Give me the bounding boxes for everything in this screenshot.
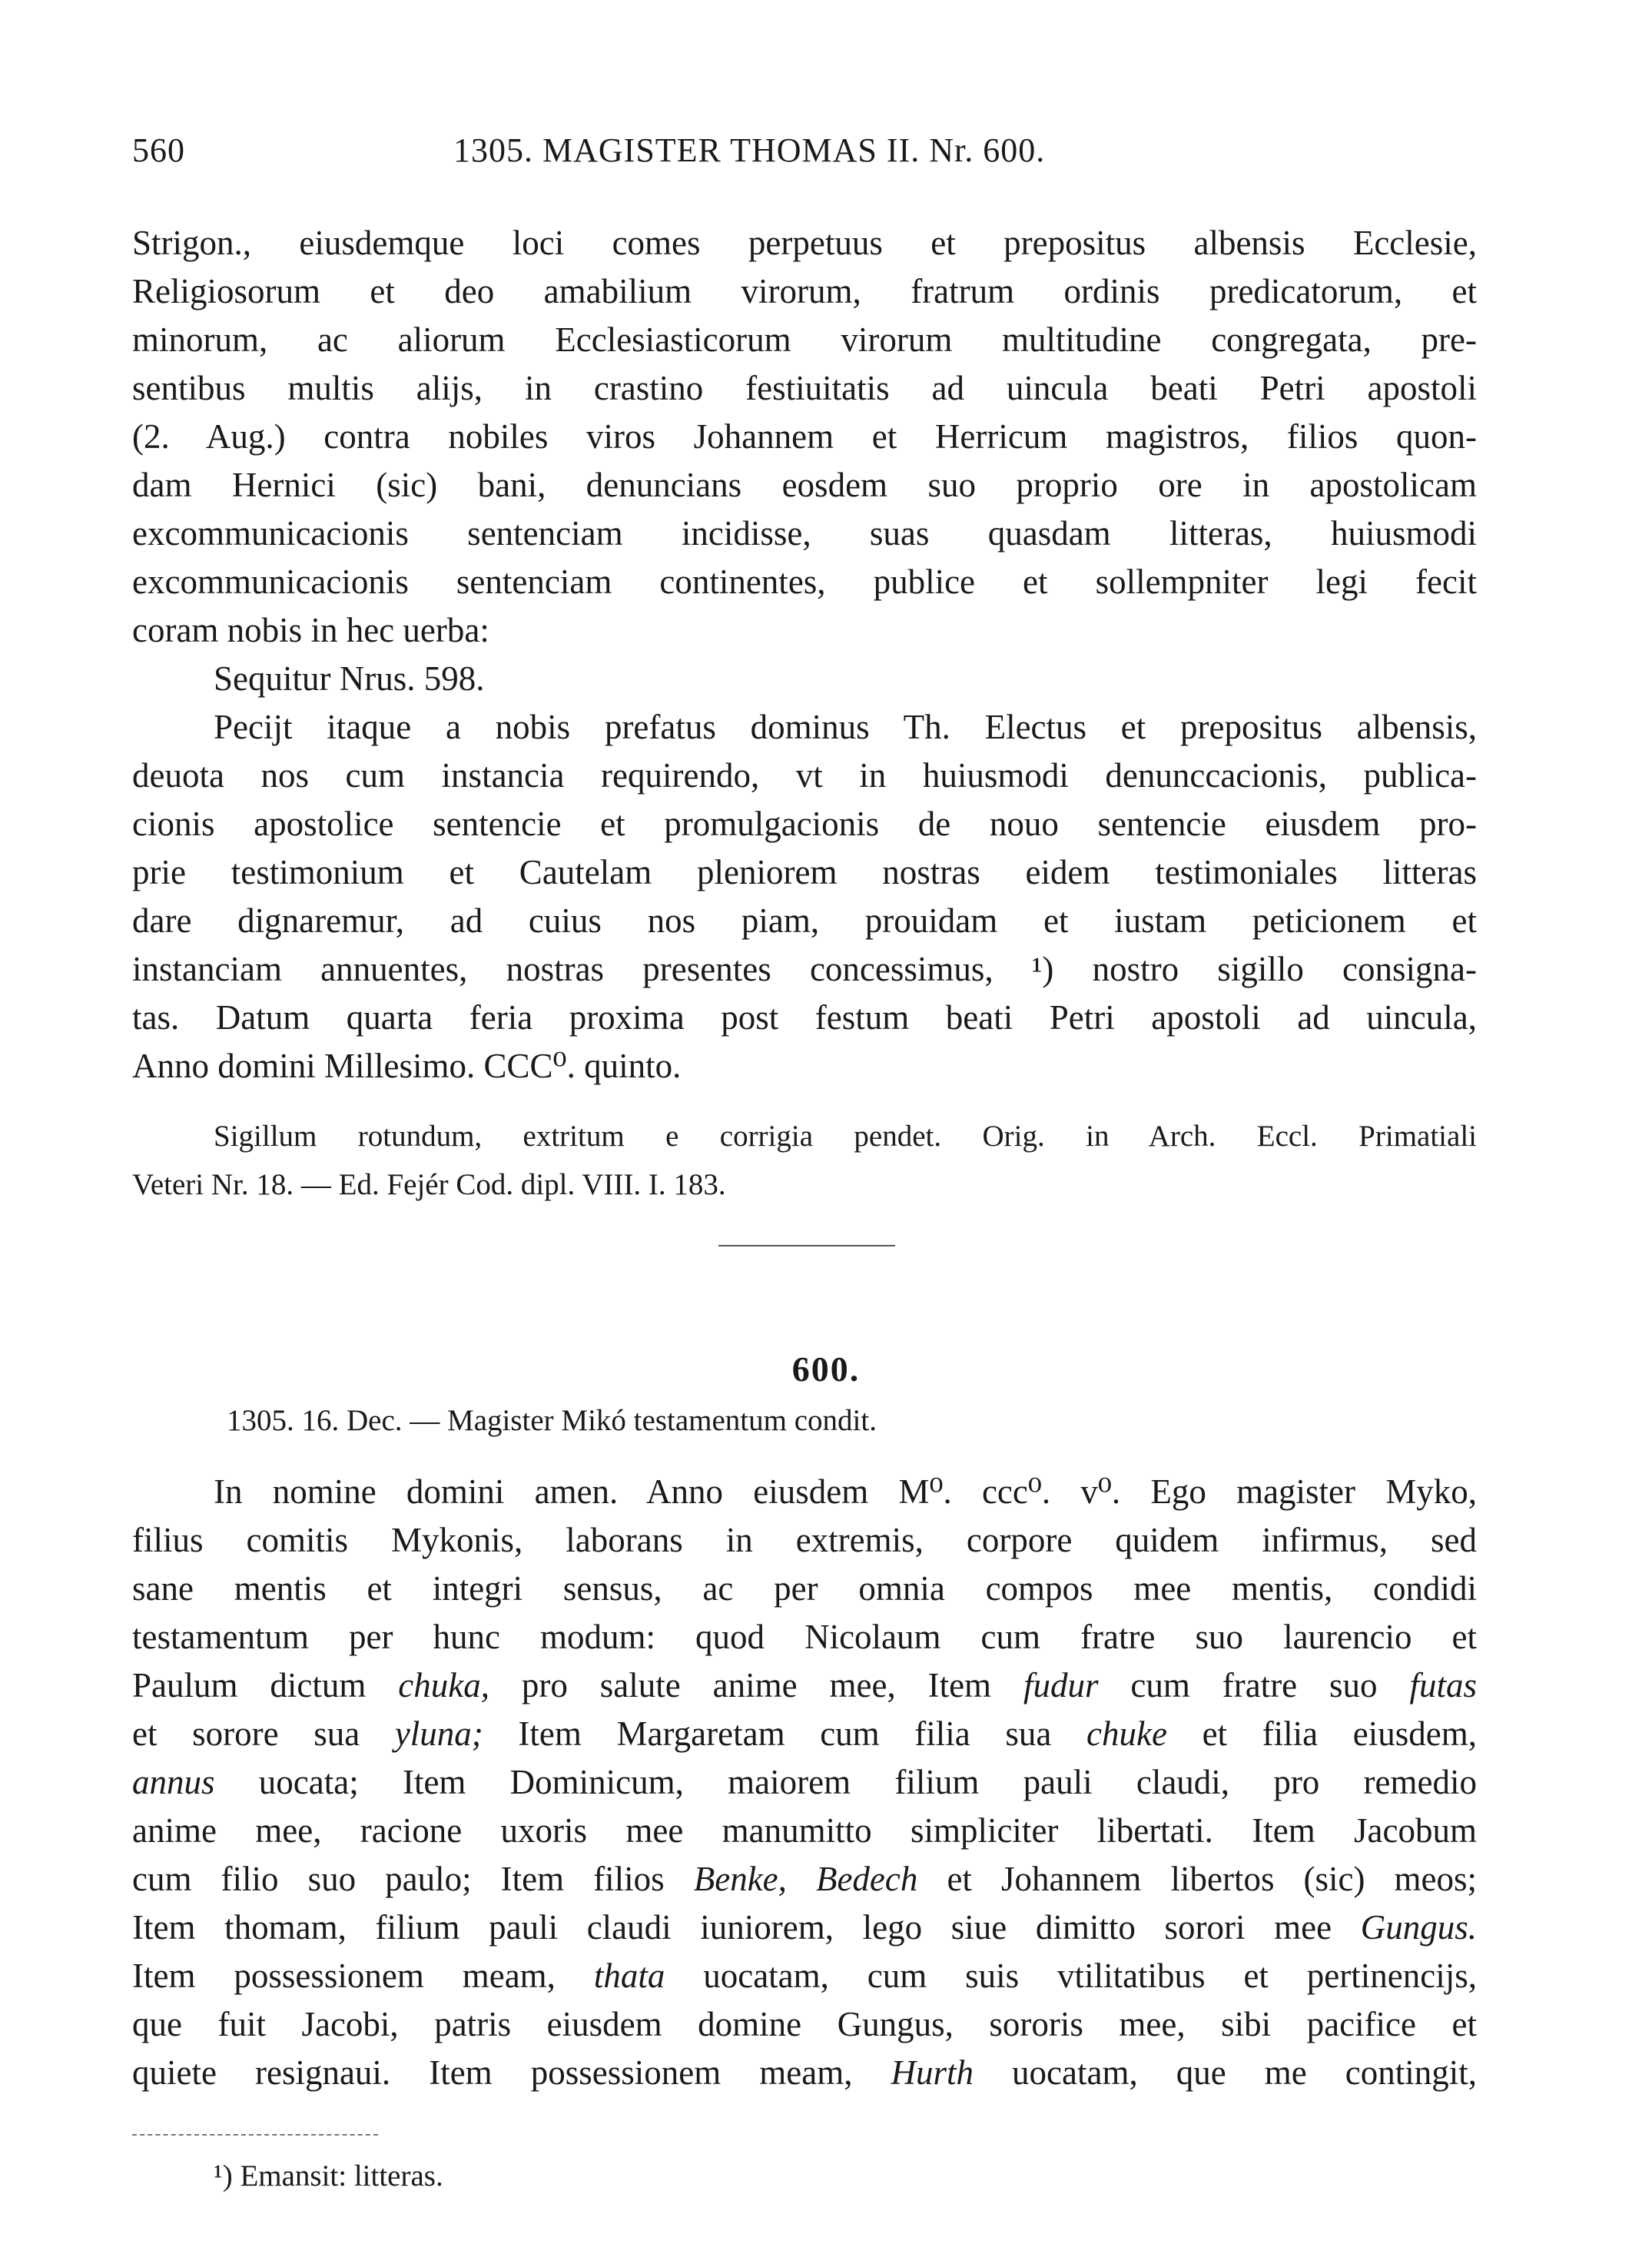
document-number: 600. (791, 1349, 861, 1389)
page-header (132, 131, 1477, 177)
name-italic: fudur (1023, 1666, 1099, 1704)
name-italic: Hurth (891, 2053, 974, 2092)
archival-note (132, 1114, 1477, 1211)
text-line: anime mee, racione uxoris mee manumitto simpliciter libertati. Item Jacobum (132, 1811, 1477, 1850)
text-line: filius comitis Mykonis, laborans in extremis, corpore quidem infirmus, sed (132, 1521, 1477, 1559)
text-line: minorum, ac aliorum Ecclesiasticorum virorum multitudine congregata, pre- (132, 320, 1477, 359)
text-line: sane mentis et integri sensus, ac per omnia compos mee mentis, condidi (132, 1569, 1477, 1608)
prev-doc-paragraph-2 (132, 703, 1477, 1090)
text-line: In nomine domini amen. Anno eiusdem M⁰. ccc⁰. v⁰. Ego magister Myko, (214, 1472, 1477, 1511)
text-line: instanciam annuentes, nostras presentes concessimus, ¹) nostro sigillo consigna- (132, 950, 1477, 988)
text-line: sentibus multis alijs, in crastino festiuitatis ad uincula beati Petri apostoli (132, 369, 1477, 407)
name-italic: chuke (1086, 1714, 1167, 1753)
name-italic: thata (593, 1957, 665, 1995)
name-italic: Gungus. (1360, 1908, 1477, 1947)
text-line: excommunicacionis sentenciam continentes, publice et sollempniter legi fecit (132, 563, 1477, 601)
name-italic: Bedech (815, 1860, 918, 1898)
document-regest: 1305. 16. Dec. — Magister Mikó testamentum condit. (227, 1404, 877, 1437)
name-italic: chuka, (398, 1666, 489, 1704)
document-text (132, 1468, 1477, 2097)
name-italic: annus (132, 1763, 215, 1801)
text-line: testamentum per hunc modum: quod Nicolaum cum fratre suo laurencio et (132, 1618, 1477, 1656)
text-line: Item possessionem meam, thata uocatam, cum suis vtilitatibus et pertinencijs, (132, 1957, 1477, 1995)
sequitur-line: Sequitur Nrus. 598. (214, 659, 485, 698)
text-line: Item thomam, filium pauli claudi iuniorem, lego siue dimitto sorori mee Gungus. (132, 1908, 1477, 1947)
name-italic: Benke, (693, 1860, 787, 1898)
running-title: 1305. MAGISTER THOMAS II. Nr. 600. (453, 131, 1046, 169)
text-line: deuota nos cum instancia requirendo, vt in huiusmodi denunccacionis, publica- (132, 756, 1477, 795)
text-line: Strigon., eiusdemque loci comes perpetuus et prepositus albensis Ecclesie, (132, 224, 1477, 262)
text-line: tas. Datum quarta feria proxima post festum beati Petri apostoli ad uincula, (132, 998, 1477, 1037)
text-line: cionis apostolice sentencie et promulgacionis de nouo sentencie eiusdem pro- (132, 805, 1477, 843)
name-italic: yluna; (394, 1714, 483, 1753)
text-line: Anno domini Millesimo. CCC⁰. quinto. (132, 1047, 682, 1085)
text-line: coram nobis in hec uerba: (132, 611, 489, 649)
text-line: annus uocata; Item Dominicum, maiorem filium pauli claudi, pro remedio (132, 1763, 1477, 1801)
footnote-rule (132, 2134, 378, 2136)
footnote-text: Emansit: litteras. (240, 2159, 443, 2192)
text-line: cum filio suo paulo; Item filios Benke, Bedech et Johannem libertos (sic) meos; (132, 1860, 1478, 1898)
section-divider (718, 1245, 895, 1246)
footnote-mark: ¹) (214, 2159, 233, 2192)
footnote (214, 2154, 443, 2198)
text-line: (2. Aug.) contra nobiles viros Johannem et Herricum magistros, filios quon- (132, 417, 1477, 456)
text-line: prie testimonium et Cautelam pleniorem nostras eidem testimoniales litteras (132, 853, 1477, 891)
name-italic: futas (1409, 1666, 1477, 1704)
text-line: Pecijt itaque a nobis prefatus dominus Th. Electus et prepositus albensis, (214, 708, 1477, 746)
text-line: dare dignaremur, ad cuius nos piam, prouidam et iustam peticionem et (132, 901, 1477, 940)
page-number: 560 (132, 131, 185, 169)
text-line: que fuit Jacobi, patris eiusdem domine Gungus, sororis mee, sibi pacifice et (132, 2005, 1477, 2043)
text-line: excommunicacionis sentenciam incidisse, suas quasdam litteras, huiusmodi (132, 514, 1477, 553)
note-line: Veteri Nr. 18. — Ed. Fejér Cod. dipl. VIII. I. 183. (132, 1168, 726, 1201)
text-line: et sorore sua yluna; Item Margaretam cum filia sua chuke et filia eiusdem, (132, 1714, 1477, 1753)
text-line: Religiosorum et deo amabilium virorum, fratrum ordinis predicatorum, et (132, 272, 1477, 310)
text-line: quiete resignaui. Item possessionem meam, Hurth uocatam, que me contingit, (132, 2053, 1477, 2092)
text-line: dam Hernici (sic) bani, denuncians eosdem suo proprio ore in apostolicam (132, 466, 1477, 504)
prev-doc-paragraph-1 (132, 219, 1477, 655)
text-line: Paulum dictum chuka, pro salute anime mee, Item fudur cum fratre suo futas (132, 1666, 1477, 1704)
note-line: Sigillum rotundum, extritum e corrigia pendet. Orig. in Arch. Eccl. Primatiali (214, 1120, 1477, 1153)
